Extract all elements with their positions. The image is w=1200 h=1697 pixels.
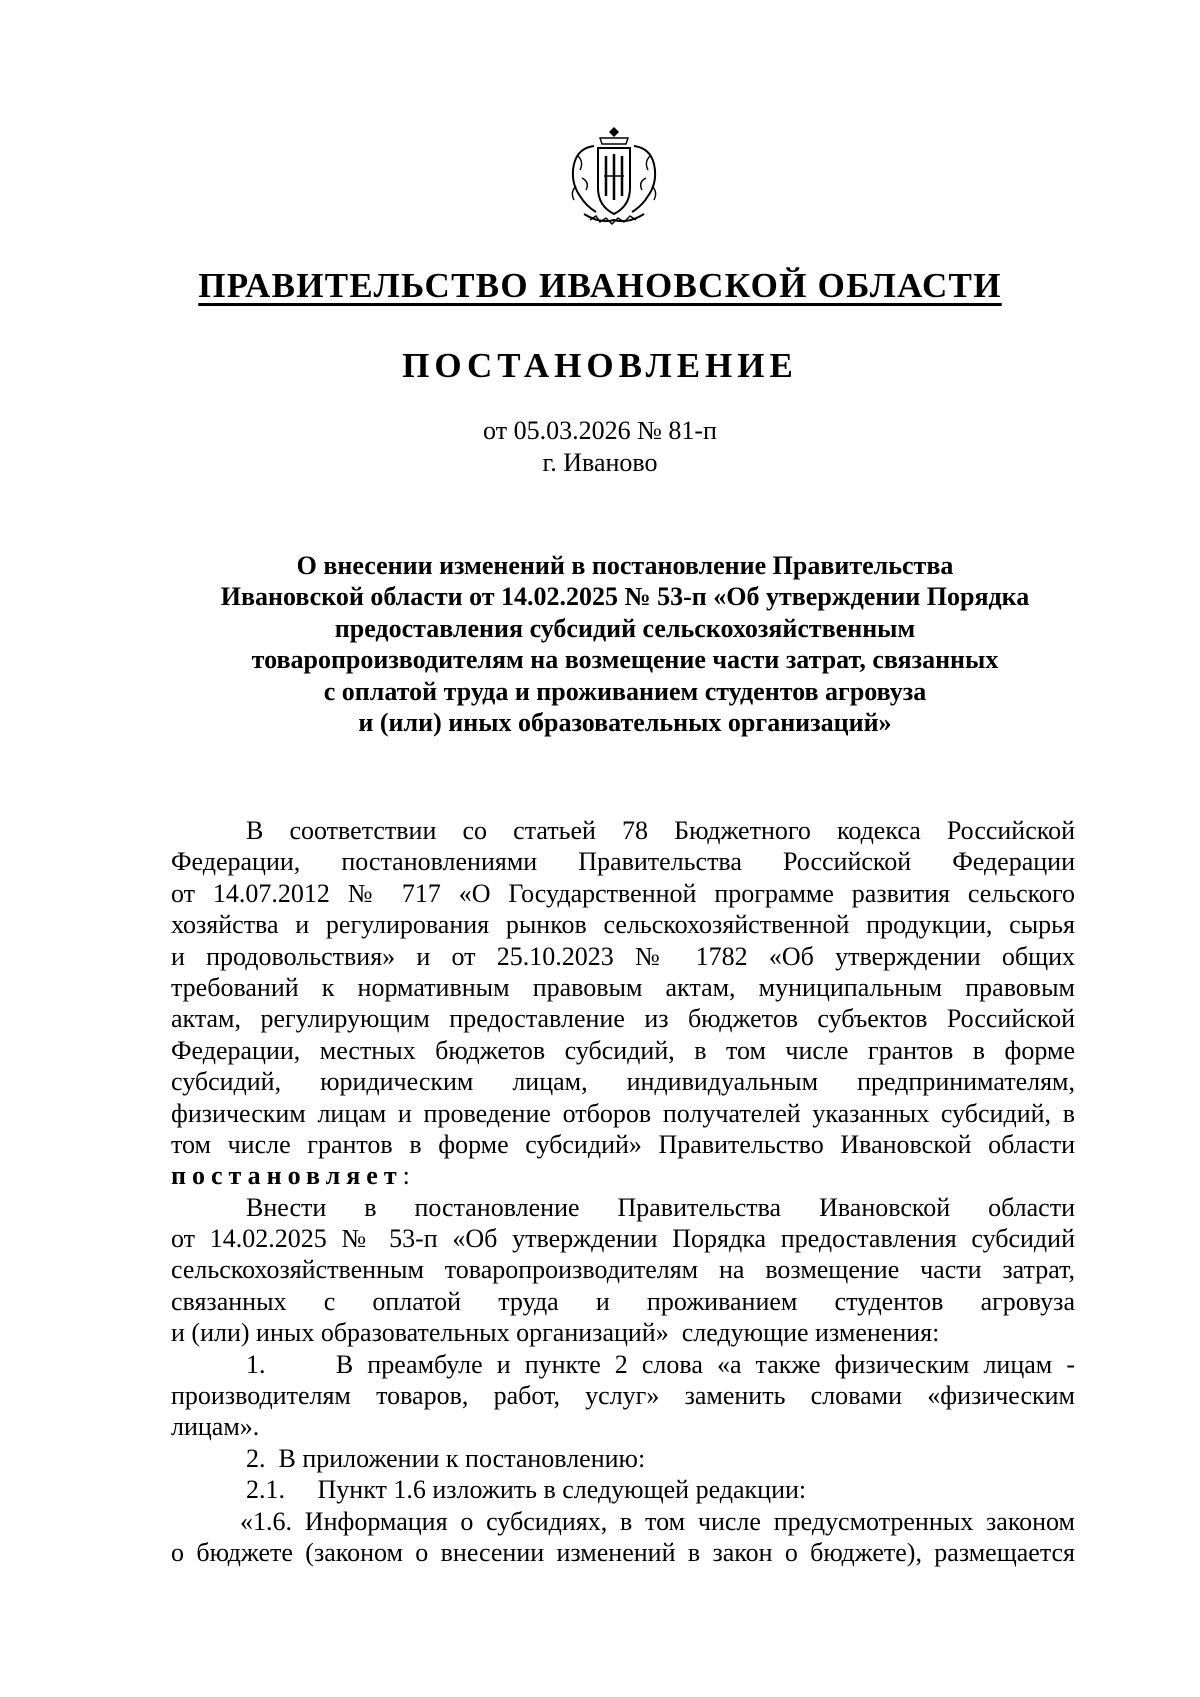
list-item-1-cont: производителям товаров, работ, услуг» заменить словами «физическим [171,1381,1075,1411]
body-line: Федерации, постановлениями Правительства Российской Федерации [171,847,1075,877]
subject-line: товаропроизводителям на возмещение части затрат, связанных [251,645,999,675]
body-line: сельскохозяйственным товаропроизводителям на возмещение части затрат, [171,1255,1075,1285]
subject-line: О внесении изменений в постановление Правительства [296,551,954,580]
subject-line: Ивановской области от 14.02.2025 № 53-п «Об утверждении Порядка [220,582,1030,612]
quote-line: о бюджете (законом о внесении изменений в закон о бюджете), размещается [171,1537,1075,1567]
resolves-line [171,1160,1075,1191]
document-subject [170,550,1080,738]
government-title: ПРАВИТЕЛЬСТВО ИВАНОВСКОЙ ОБЛАСТИ [198,266,1002,305]
coat-of-arms-icon [560,126,664,230]
subject-line: с оплатой труда и проживанием студентов агровуза [323,676,927,706]
body-line: физическим лицам и проведение отборов получателей указанных субсидий, в [171,1098,1075,1128]
quote-line: «1.6. Информация о субсидиях, в том числе предусмотренных законом [240,1506,1075,1536]
body-line: Федерации, местных бюджетов субсидий, в том числе грантов в форме [171,1035,1075,1065]
body-line: от 14.07.2012 № 717 «О Государственной программе развития сельского [171,878,1075,908]
resolves-colon: : [402,1161,410,1191]
body-line: и продовольствия» и от 25.10.2023 № 1782 «Об утверждении общих [171,941,1075,971]
body-line: требований к нормативным правовым актам, муниципальным правовым [171,972,1075,1002]
document-type: ПОСТАНОВЛЕНИЕ [402,346,798,385]
body-line: субсидий, юридическим лицам, индивидуальным предпринимателям, [171,1067,1075,1097]
city: г. Иваново [542,448,658,477]
subject-line: и (или) иных образовательных организаций» [358,708,892,738]
body-line: хозяйства и регулирования рынков сельскохозяйственной продукции, сырья [171,910,1075,940]
document-body [171,815,1075,1568]
body-line: том числе грантов в форме субсидий» Правительство Ивановской области [171,1129,1075,1159]
date-number: от 05.03.2026 № 81-п [483,416,717,445]
subject-line: предоставления субсидий сельскохозяйственным [334,613,916,643]
body-line: В соответствии со статьей 78 Бюджетного кодекса Российской [246,816,1075,845]
list-item-1: 1. В преамбуле и пункте 2 слова «а также физическим лицам - [246,1349,1075,1379]
body-line: актам, регулирующим предоставление из бюджетов субъектов Российской [171,1004,1075,1034]
body-line: от 14.02.2025 № 53-п «Об утверждении Порядка предоставления субсидий [171,1224,1075,1254]
body-line: Внести в постановление Правительства Ивановской области [246,1192,1075,1222]
list-item-2: 2. В приложении к постановлению: [246,1443,646,1473]
body-line: связанных с оплатой труда и проживанием студентов агровуза [171,1286,1075,1316]
list-item-1-cont: лицам». [171,1412,260,1442]
body-line: и (или) иных образовательных организаций» следующие изменения: [171,1318,940,1348]
resolves-word: постановляет [171,1161,403,1191]
list-item-2-1: 2.1. Пункт 1.6 изложить в следующей редакции: [246,1475,807,1505]
